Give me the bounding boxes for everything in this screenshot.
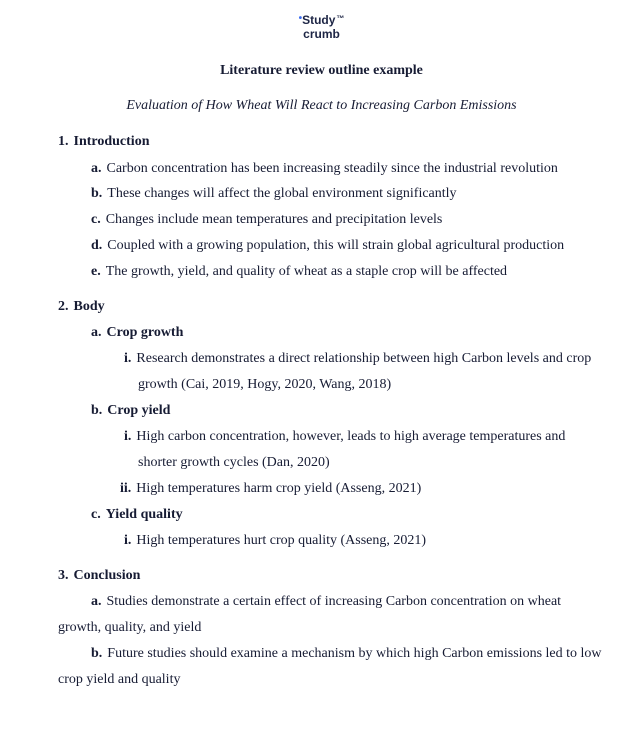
list-marker: i.: [124, 429, 132, 444]
section-heading-body: [58, 299, 105, 315]
list-marker: a.: [91, 325, 102, 340]
subsection-heading-crop-yield: [91, 403, 170, 419]
section-heading-text: Conclusion: [73, 568, 141, 583]
section-heading-text: Introduction: [73, 134, 150, 149]
list-marker: b.: [91, 186, 103, 201]
list-item-continuation: growth (Cai, 2019, Hogy, 2020, Wang, 2018): [138, 377, 392, 392]
section-number: 2.: [58, 299, 69, 314]
list-item-text: High carbon concentration, however, leads to high average temperatures and: [136, 429, 566, 444]
subsection-heading-yield-quality: [91, 507, 183, 523]
list-item-continuation: crop yield and quality: [58, 672, 181, 687]
list-marker: a.: [91, 594, 102, 609]
subsection-heading-crop-growth: [91, 325, 183, 341]
list-item: [91, 212, 442, 228]
list-marker: d.: [91, 238, 103, 253]
subsection-heading-text: Crop yield: [107, 403, 171, 418]
section-heading-text: Body: [73, 299, 105, 314]
list-item-text: Carbon concentration has been increasing steadily since the industrial revolution: [106, 161, 558, 176]
list-item: [91, 264, 507, 280]
section-number: 1.: [58, 134, 69, 149]
logo-word-crumb: crumb: [303, 27, 340, 41]
list-item-text: Research demonstrates a direct relationship between high Carbon levels and crop: [136, 351, 592, 366]
section-heading-conclusion: [58, 568, 140, 584]
list-item-continuation: growth, quality, and yield: [58, 620, 202, 635]
list-item-text: High temperatures harm crop yield (Asseng, 2021): [136, 481, 422, 496]
list-item: [124, 533, 426, 549]
list-item: [91, 161, 558, 177]
list-marker: b.: [91, 403, 103, 418]
list-item-text: Changes include mean temperatures and precipitation levels: [105, 212, 443, 227]
list-marker: i.: [124, 533, 132, 548]
list-marker: b.: [91, 646, 103, 661]
list-marker: ii.: [120, 481, 132, 496]
list-item-text: These changes will affect the global environment significantly: [107, 186, 457, 201]
subsection-heading-text: Yield quality: [105, 507, 183, 522]
list-marker: a.: [91, 161, 102, 176]
list-item: [91, 186, 457, 202]
logo-word-study: Study: [302, 13, 336, 27]
list-item-text: Future studies should examine a mechanism by which high Carbon emissions led to low: [107, 646, 602, 661]
list-item: [91, 594, 561, 610]
list-item: [124, 429, 565, 445]
logo-trademark: ™: [336, 14, 345, 23]
studycrumb-logo: [0, 14, 643, 40]
list-marker: i.: [124, 351, 132, 366]
section-number: 3.: [58, 568, 69, 583]
logo-dot: •: [298, 13, 303, 24]
list-item: [124, 351, 591, 367]
subsection-heading-text: Crop growth: [106, 325, 184, 340]
document-subtitle: Evaluation of How Wheat Will React to Increasing Carbon Emissions: [126, 98, 517, 113]
document-title: Literature review outline example: [220, 63, 423, 78]
list-item: [91, 646, 602, 662]
list-item-text: High temperatures hurt crop quality (Asseng, 2021): [136, 533, 427, 548]
list-marker: c.: [91, 507, 101, 522]
list-item-text: The growth, yield, and quality of wheat as a staple crop will be affected: [105, 264, 508, 279]
list-item: [120, 481, 421, 497]
section-heading-introduction: [58, 134, 149, 150]
list-item-text: Coupled with a growing population, this will strain global agricultural production: [107, 238, 565, 253]
list-marker: e.: [91, 264, 101, 279]
list-item: [91, 238, 564, 254]
list-item-text: Studies demonstrate a certain effect of increasing Carbon concentration on wheat: [106, 594, 562, 609]
list-item-continuation: shorter growth cycles (Dan, 2020): [138, 455, 330, 470]
list-marker: c.: [91, 212, 101, 227]
